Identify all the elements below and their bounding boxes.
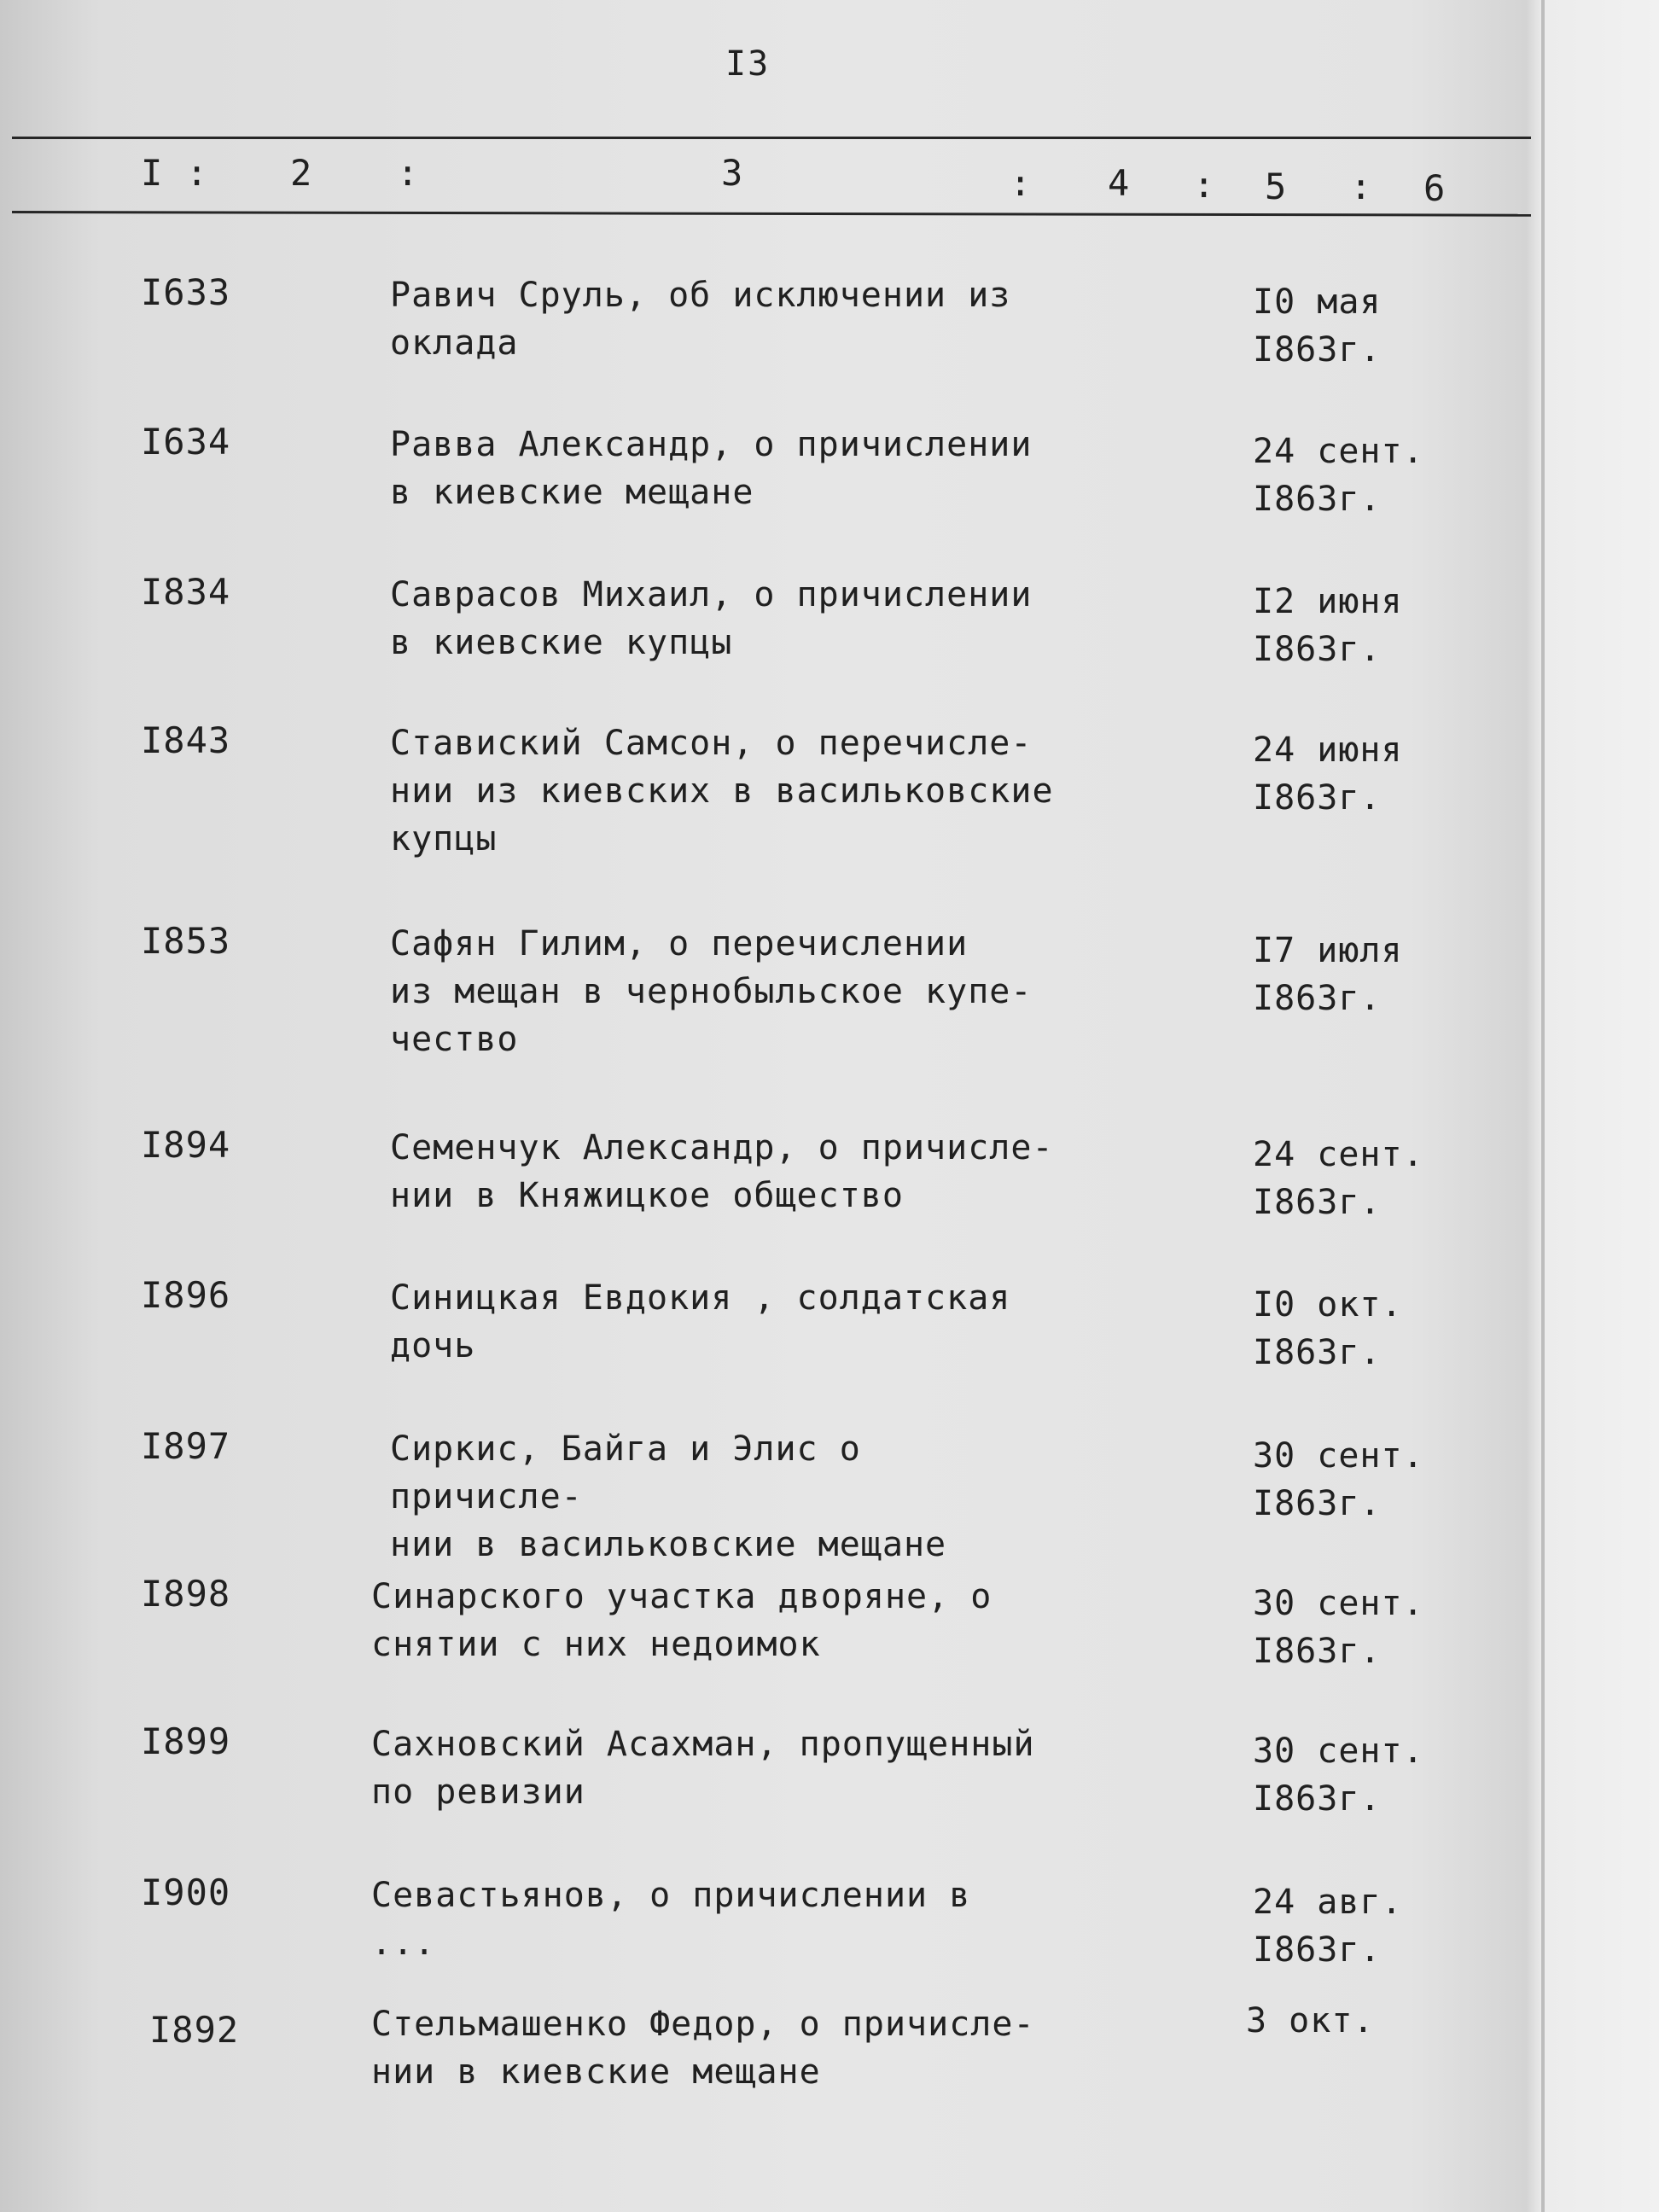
page-edge xyxy=(1541,0,1545,2212)
entry-date: 30 сент. I863г. xyxy=(1253,1584,1424,1671)
column-header-4: 4 xyxy=(1108,162,1130,204)
entry-description: Семенчук Александр, о причисле- нии в Княжицкое общество xyxy=(390,1128,1054,1215)
entry-description: Синицкая Евдокия , солдатская дочь xyxy=(390,1278,1011,1365)
table-rule-top xyxy=(12,137,1531,139)
entry-number: I892 xyxy=(149,2009,240,2051)
entry-date: 24 авг. I863г. xyxy=(1253,1883,1403,1970)
entry-description: Равва Александр, о причислении в киевские мещане xyxy=(390,425,1033,512)
entry-number: I853 xyxy=(141,920,231,962)
column-header-2: 2 xyxy=(290,152,312,194)
entry-date: 24 сент. I863г. xyxy=(1253,432,1424,519)
entry-date: 24 июня I863г. xyxy=(1253,731,1403,818)
entry-number: I843 xyxy=(141,719,231,761)
column-header-separator: : xyxy=(1193,164,1215,206)
page-number: I3 xyxy=(725,44,771,84)
entry-description: Синарского участка дворяне, о снятии с них недоимок xyxy=(371,1577,992,1664)
entry-number: I896 xyxy=(141,1274,231,1316)
column-header-separator: : xyxy=(186,152,208,194)
column-header-6: 6 xyxy=(1423,167,1446,209)
entry-number: I900 xyxy=(141,1871,231,1913)
column-header-5: 5 xyxy=(1265,166,1287,207)
column-header-separator: : xyxy=(1350,166,1372,207)
entry-number: I834 xyxy=(141,571,231,613)
entry-date: I0 окт. I863г. xyxy=(1253,1285,1403,1372)
entry-number: I897 xyxy=(141,1425,231,1467)
entry-date: I2 июня I863г. xyxy=(1253,582,1403,669)
entry-date: 3 окт. xyxy=(1246,2001,1375,2040)
entry-date: 24 сент. I863г. xyxy=(1253,1135,1424,1222)
entry-number: I633 xyxy=(141,271,231,313)
entry-number: I634 xyxy=(141,421,231,463)
entry-number: I899 xyxy=(141,1720,231,1762)
entry-number: I894 xyxy=(141,1124,231,1166)
entry-description: Сафян Гилим, о перечислении из мещан в чернобыльское купе- чество xyxy=(390,924,1033,1059)
column-header-separator: : xyxy=(397,152,419,194)
entry-description: Сахновский Асахман, пропущенный по ревизии xyxy=(371,1725,1035,1812)
entry-date: 30 сент. I863г. xyxy=(1253,1436,1424,1523)
column-header-3: 3 xyxy=(721,152,743,194)
column-header-separator: : xyxy=(1010,162,1032,204)
entry-description: Равич Сруль, об исключении из оклада xyxy=(390,276,1011,363)
entry-date: I0 мая I863г. xyxy=(1253,282,1382,370)
entry-date: I7 июля I863г. xyxy=(1253,931,1403,1018)
entry-description: Стельмашенко Федор, о причисле- нии в киевские мещане xyxy=(371,2005,1035,2092)
entry-date: 30 сент. I863г. xyxy=(1253,1732,1424,1819)
entry-description: Сиркис, Байга и Элис о причисле- нии в васильковские мещане xyxy=(390,1429,947,1564)
entry-number: I898 xyxy=(141,1573,231,1615)
entry-description: Севастьянов, о причислении в ... xyxy=(371,1876,971,1963)
column-header-1: I xyxy=(141,152,163,194)
entry-description: Ставиский Самсон, о перечисле- нии из киевских в васильковские купцы xyxy=(390,724,1054,859)
table-rule-bottom xyxy=(12,211,1531,217)
entry-description: Саврасов Михаил, о причислении в киевские купцы xyxy=(390,575,1033,662)
